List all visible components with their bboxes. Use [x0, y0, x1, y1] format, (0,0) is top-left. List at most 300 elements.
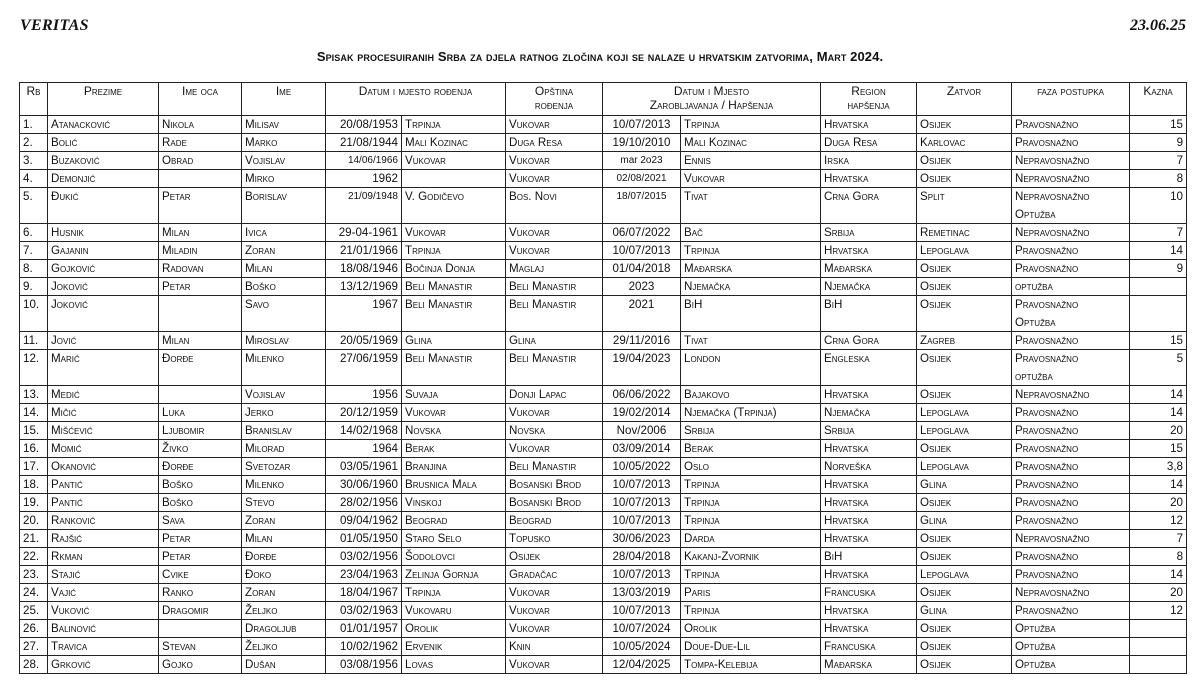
- cell-rb: 28.: [20, 656, 48, 674]
- cell-datum-rodjenja: 09/04/1962: [326, 512, 402, 530]
- prisoners-table: [19, 82, 1187, 674]
- cell-opstina: Vukovar: [506, 170, 603, 188]
- cell-ime: Miroslav: [242, 332, 326, 350]
- cell-zatvor: Glina: [917, 476, 1012, 494]
- cell-zatvor: Osijek: [917, 620, 1012, 638]
- cell-rb: 2.: [20, 134, 48, 152]
- cell-mjesto-zarobljavanja: Trpinja: [681, 494, 821, 512]
- cell-datum-rodjenja: 1956: [326, 386, 402, 404]
- cell-mjesto-rodjenja: V. Godičevo: [402, 188, 506, 224]
- cell-ime: Željko: [242, 602, 326, 620]
- cell-prezime: Joković: [48, 278, 159, 296]
- cell-ime: Dušan: [242, 656, 326, 674]
- cell-rb: 7.: [20, 242, 48, 260]
- cell-prezime: Demonjić: [48, 170, 159, 188]
- cell-rb: 14.: [20, 404, 48, 422]
- cell-opstina: Bos. Novi: [506, 188, 603, 224]
- cell-mjesto-rodjenja: Beli Manastir: [402, 296, 506, 332]
- cell-mjesto-zarobljavanja: London: [681, 350, 821, 386]
- cell-zatvor: Glina: [917, 602, 1012, 620]
- cell-opstina: Vukovar: [506, 656, 603, 674]
- cell-kazna: 14: [1130, 566, 1187, 584]
- cell-region: Srbija: [821, 224, 917, 242]
- cell-region: Francuska: [821, 638, 917, 656]
- col-rb: Rb: [20, 83, 48, 116]
- cell-mjesto-rodjenja: Bočinja Donja: [402, 260, 506, 278]
- cell-region: Francuska: [821, 584, 917, 602]
- cell-datum-rodjenja: 1962: [326, 170, 402, 188]
- cell-rb: 3.: [20, 152, 48, 170]
- cell-mjesto-zarobljavanja: Trpinja: [681, 476, 821, 494]
- cell-mjesto-zarobljavanja: Tivat: [681, 332, 821, 350]
- cell-region: Hrvatska: [821, 512, 917, 530]
- cell-datum-zarobljavanja: 2023: [603, 278, 681, 296]
- cell-zatvor: Osijek: [917, 152, 1012, 170]
- cell-datum-zarobljavanja: 06/07/2022: [603, 224, 681, 242]
- cell-ime-oca: Petar: [159, 530, 242, 548]
- cell-prezime: Rkman: [48, 548, 159, 566]
- cell-ime-oca: Obrad: [159, 152, 242, 170]
- cell-datum-rodjenja: 1967: [326, 296, 402, 332]
- cell-mjesto-rodjenja: Beli Manastir: [402, 350, 506, 386]
- cell-ime-oca: Stevan: [159, 638, 242, 656]
- cell-opstina: Beli Manastir: [506, 278, 603, 296]
- cell-zatvor: Osijek: [917, 260, 1012, 278]
- table-row: [20, 296, 1187, 332]
- cell-region: Hrvatska: [821, 530, 917, 548]
- cell-ime: Ivica: [242, 224, 326, 242]
- cell-ime: Milisav: [242, 116, 326, 134]
- cell-rb: 10.: [20, 296, 48, 332]
- cell-datum-rodjenja: 14/02/1968: [326, 422, 402, 440]
- cell-mjesto-zarobljavanja: Trpinja: [681, 242, 821, 260]
- cell-mjesto-zarobljavanja: Oslo: [681, 458, 821, 476]
- table-row: [20, 422, 1187, 440]
- cell-rb: 17.: [20, 458, 48, 476]
- cell-ime: Zoran: [242, 584, 326, 602]
- cell-kazna: 5: [1130, 350, 1187, 386]
- cell-mjesto-rodjenja: Mali Kozinac: [402, 134, 506, 152]
- cell-faza: Pravosnažno: [1012, 116, 1130, 134]
- cell-kazna: 8: [1130, 548, 1187, 566]
- cell-ime-oca: Boško: [159, 476, 242, 494]
- cell-ime: Željko: [242, 638, 326, 656]
- cell-ime-oca: Petar: [159, 278, 242, 296]
- cell-opstina: Knin: [506, 638, 603, 656]
- cell-datum-zarobljavanja: 13/03/2019: [603, 584, 681, 602]
- cell-mjesto-zarobljavanja: Mali Kozinac: [681, 134, 821, 152]
- cell-rb: 12.: [20, 350, 48, 386]
- cell-mjesto-rodjenja: Orolik: [402, 620, 506, 638]
- cell-datum-zarobljavanja: 29/11/2016: [603, 332, 681, 350]
- cell-ime: Borislav: [242, 188, 326, 224]
- cell-kazna: 14: [1130, 476, 1187, 494]
- cell-datum-zarobljavanja: 10/05/2024: [603, 638, 681, 656]
- document-date: 23.06.25: [1130, 17, 1186, 34]
- cell-mjesto-rodjenja: Trpinja: [402, 116, 506, 134]
- cell-ime: Svetozar: [242, 458, 326, 476]
- cell-ime: Milorad: [242, 440, 326, 458]
- cell-region: Hrvatska: [821, 440, 917, 458]
- cell-datum-rodjenja: 03/05/1961: [326, 458, 402, 476]
- cell-prezime: Buzaković: [48, 152, 159, 170]
- cell-faza: Nepravosnažno: [1012, 530, 1130, 548]
- cell-region: Hrvatska: [821, 602, 917, 620]
- cell-prezime: Grković: [48, 656, 159, 674]
- table-row: [20, 656, 1187, 674]
- cell-opstina: Vukovar: [506, 116, 603, 134]
- table-row: [20, 134, 1187, 152]
- cell-mjesto-rodjenja: Brusnica Mala: [402, 476, 506, 494]
- table-row: [20, 332, 1187, 350]
- cell-rb: 4.: [20, 170, 48, 188]
- cell-datum-zarobljavanja: 30/06/2023: [603, 530, 681, 548]
- cell-mjesto-zarobljavanja: Tivat: [681, 188, 821, 224]
- cell-datum-rodjenja: 23/04/1963: [326, 566, 402, 584]
- cell-ime: Jerko: [242, 404, 326, 422]
- cell-ime-oca: Miladin: [159, 242, 242, 260]
- cell-rb: 22.: [20, 548, 48, 566]
- cell-datum-rodjenja: 18/04/1967: [326, 584, 402, 602]
- cell-region: Hrvatska: [821, 242, 917, 260]
- col-ime-oca: Ime oca: [159, 83, 242, 116]
- cell-opstina: Maglaj: [506, 260, 603, 278]
- cell-zatvor: Osijek: [917, 170, 1012, 188]
- cell-mjesto-rodjenja: Beli Manastir: [402, 278, 506, 296]
- cell-kazna: [1130, 638, 1187, 656]
- cell-region: Hrvatska: [821, 476, 917, 494]
- cell-faza: Pravosnažno: [1012, 242, 1130, 260]
- cell-opstina: Bosanski Brod: [506, 476, 603, 494]
- table-row: [20, 440, 1187, 458]
- cell-rb: 24.: [20, 584, 48, 602]
- cell-region: Hrvatska: [821, 386, 917, 404]
- cell-rb: 26.: [20, 620, 48, 638]
- cell-zatvor: Osijek: [917, 548, 1012, 566]
- cell-region: Hrvatska: [821, 494, 917, 512]
- cell-ime: Vojislav: [242, 386, 326, 404]
- cell-mjesto-rodjenja: Staro Selo: [402, 530, 506, 548]
- cell-region: Duga Resa: [821, 134, 917, 152]
- cell-datum-zarobljavanja: 03/09/2014: [603, 440, 681, 458]
- cell-mjesto-zarobljavanja: Trpinja: [681, 566, 821, 584]
- cell-zatvor: Karlovac: [917, 134, 1012, 152]
- cell-datum-rodjenja: 20/12/1959: [326, 404, 402, 422]
- cell-ime-oca: Gojko: [159, 656, 242, 674]
- cell-ime-oca: Đorđe: [159, 350, 242, 386]
- cell-mjesto-zarobljavanja: Darda: [681, 530, 821, 548]
- cell-zatvor: Remetinac: [917, 224, 1012, 242]
- cell-zatvor: Osijek: [917, 584, 1012, 602]
- cell-mjesto-zarobljavanja: Bajakovo: [681, 386, 821, 404]
- cell-prezime: Pantić: [48, 494, 159, 512]
- cell-mjesto-zarobljavanja: Trpinja: [681, 602, 821, 620]
- cell-ime-oca: Sava: [159, 512, 242, 530]
- cell-region: Srbija: [821, 422, 917, 440]
- cell-faza: Pravosnažno optužba: [1012, 350, 1130, 386]
- cell-zatvor: Lepoglava: [917, 242, 1012, 260]
- cell-faza: Pravosnažno: [1012, 458, 1130, 476]
- cell-faza: Pravosnažno: [1012, 332, 1130, 350]
- table-header-row: [20, 83, 1187, 116]
- cell-rb: 25.: [20, 602, 48, 620]
- cell-opstina: Beli Manastir: [506, 458, 603, 476]
- cell-ime-oca: Milan: [159, 332, 242, 350]
- table-row: [20, 638, 1187, 656]
- cell-mjesto-rodjenja: Vukovaru: [402, 602, 506, 620]
- cell-datum-zarobljavanja: 10/07/2013: [603, 476, 681, 494]
- cell-opstina: Vukovar: [506, 404, 603, 422]
- cell-opstina: Vukovar: [506, 440, 603, 458]
- cell-prezime: Medić: [48, 386, 159, 404]
- cell-mjesto-zarobljavanja: Vukovar: [681, 170, 821, 188]
- cell-rb: 16.: [20, 440, 48, 458]
- brand-title: VERITAS: [20, 17, 89, 34]
- table-row: [20, 386, 1187, 404]
- cell-kazna: 15: [1130, 116, 1187, 134]
- cell-opstina: Bosanski Brod: [506, 494, 603, 512]
- cell-faza: Nepravosnažno: [1012, 152, 1130, 170]
- cell-ime-oca: [159, 620, 242, 638]
- cell-kazna: 15: [1130, 332, 1187, 350]
- cell-prezime: Balinović: [48, 620, 159, 638]
- cell-region: BiH: [821, 296, 917, 332]
- cell-kazna: 9: [1130, 134, 1187, 152]
- cell-faza: Pravosnažno: [1012, 440, 1130, 458]
- cell-ime: Vojislav: [242, 152, 326, 170]
- cell-ime-oca: [159, 386, 242, 404]
- table-row: [20, 242, 1187, 260]
- cell-rb: 5.: [20, 188, 48, 224]
- cell-mjesto-zarobljavanja: Tompa-Kelebija: [681, 656, 821, 674]
- cell-ime: Zoran: [242, 512, 326, 530]
- cell-datum-zarobljavanja: 19/04/2023: [603, 350, 681, 386]
- cell-faza: Pravosnažno: [1012, 422, 1130, 440]
- cell-zatvor: Osijek: [917, 116, 1012, 134]
- cell-opstina: Beli Manastir: [506, 296, 603, 332]
- table-row: [20, 188, 1187, 224]
- cell-ime-oca: Petar: [159, 188, 242, 224]
- cell-mjesto-rodjenja: Berak: [402, 440, 506, 458]
- cell-region: Hrvatska: [821, 170, 917, 188]
- cell-zatvor: Lepoglava: [917, 404, 1012, 422]
- cell-kazna: 14: [1130, 404, 1187, 422]
- cell-mjesto-rodjenja: Glina: [402, 332, 506, 350]
- cell-ime: Boško: [242, 278, 326, 296]
- cell-prezime: Momić: [48, 440, 159, 458]
- cell-rb: 20.: [20, 512, 48, 530]
- cell-ime: Branislav: [242, 422, 326, 440]
- table-row: [20, 620, 1187, 638]
- cell-datum-zarobljavanja: 10/07/2013: [603, 512, 681, 530]
- cell-ime-oca: Dragomir: [159, 602, 242, 620]
- cell-rb: 18.: [20, 476, 48, 494]
- cell-mjesto-rodjenja: Ervenik: [402, 638, 506, 656]
- cell-prezime: Rajšić: [48, 530, 159, 548]
- document-title: Spisak procesuiranih Srba za djela ratnog zločina koji se nalaze u hrvatskim zatvorima, Mart 2024.: [316, 49, 884, 64]
- cell-datum-rodjenja: 21/09/1948: [326, 188, 402, 224]
- cell-opstina: Vukovar: [506, 620, 603, 638]
- cell-datum-zarobljavanja: 01/04/2018: [603, 260, 681, 278]
- cell-mjesto-zarobljavanja: Njemačka (Trpinja): [681, 404, 821, 422]
- cell-kazna: 3,8: [1130, 458, 1187, 476]
- cell-datum-rodjenja: 1964: [326, 440, 402, 458]
- table-row: [20, 458, 1187, 476]
- cell-faza: Nepravosnažno Optužba: [1012, 188, 1130, 224]
- cell-opstina: Gradačac: [506, 566, 603, 584]
- cell-prezime: Joković: [48, 296, 159, 332]
- table-row: [20, 350, 1187, 386]
- cell-ime: Mirko: [242, 170, 326, 188]
- cell-datum-zarobljavanja: 28/04/2018: [603, 548, 681, 566]
- cell-prezime: Bolić: [48, 134, 159, 152]
- cell-faza: Pravosnažno: [1012, 494, 1130, 512]
- cell-datum-rodjenja: 03/08/1956: [326, 656, 402, 674]
- col-zatvor: Zatvor: [917, 83, 1012, 116]
- cell-mjesto-zarobljavanja: Orolik: [681, 620, 821, 638]
- cell-kazna: 15: [1130, 440, 1187, 458]
- cell-mjesto-rodjenja: Trpinja: [402, 242, 506, 260]
- cell-region: Hrvatska: [821, 566, 917, 584]
- table-row: [20, 152, 1187, 170]
- cell-zatvor: Osijek: [917, 350, 1012, 386]
- cell-kazna: 12: [1130, 512, 1187, 530]
- cell-mjesto-rodjenja: Vukovar: [402, 404, 506, 422]
- cell-prezime: Mišćević: [48, 422, 159, 440]
- cell-datum-rodjenja: 14/06/1966: [326, 152, 402, 170]
- cell-mjesto-zarobljavanja: Srbija: [681, 422, 821, 440]
- cell-mjesto-zarobljavanja: Berak: [681, 440, 821, 458]
- cell-mjesto-rodjenja: Beograd: [402, 512, 506, 530]
- cell-region: Crna Gora: [821, 332, 917, 350]
- cell-zatvor: Osijek: [917, 440, 1012, 458]
- cell-faza: Nepravosnažno: [1012, 584, 1130, 602]
- cell-datum-zarobljavanja: 02/08/2021: [603, 170, 681, 188]
- cell-opstina: Topusko: [506, 530, 603, 548]
- cell-faza: Pravosnažno: [1012, 260, 1130, 278]
- cell-faza: Pravosnažno Optužba: [1012, 296, 1130, 332]
- cell-prezime: Husnik: [48, 224, 159, 242]
- cell-rb: 1.: [20, 116, 48, 134]
- cell-opstina: Duga Resa: [506, 134, 603, 152]
- cell-datum-zarobljavanja: 10/07/2013: [603, 242, 681, 260]
- cell-ime-oca: Nikola: [159, 116, 242, 134]
- table-row: [20, 548, 1187, 566]
- cell-datum-rodjenja: 21/01/1966: [326, 242, 402, 260]
- cell-zatvor: Lepoglava: [917, 566, 1012, 584]
- cell-datum-zarobljavanja: mar 2o23: [603, 152, 681, 170]
- cell-mjesto-rodjenja: Trpinja: [402, 584, 506, 602]
- cell-kazna: 20: [1130, 584, 1187, 602]
- cell-mjesto-rodjenja: Suvaja: [402, 386, 506, 404]
- cell-ime: Đoko: [242, 566, 326, 584]
- table-row: [20, 260, 1187, 278]
- cell-ime-oca: Cvike: [159, 566, 242, 584]
- cell-prezime: Vuković: [48, 602, 159, 620]
- cell-kazna: 20: [1130, 494, 1187, 512]
- col-zarobljavanje: Datum i Mjesto Zarobljavanja / Hapšenja: [603, 83, 821, 116]
- cell-mjesto-zarobljavanja: Bač: [681, 224, 821, 242]
- cell-opstina: Vukovar: [506, 224, 603, 242]
- cell-ime: Milenko: [242, 350, 326, 386]
- cell-rb: 6.: [20, 224, 48, 242]
- cell-kazna: 7: [1130, 530, 1187, 548]
- cell-mjesto-rodjenja: Novska: [402, 422, 506, 440]
- cell-prezime: Jović: [48, 332, 159, 350]
- cell-zatvor: Lepoglava: [917, 422, 1012, 440]
- cell-ime: Zoran: [242, 242, 326, 260]
- cell-faza: Pravosnažno: [1012, 134, 1130, 152]
- cell-ime: Dragoljub: [242, 620, 326, 638]
- cell-kazna: [1130, 278, 1187, 296]
- cell-opstina: Osijek: [506, 548, 603, 566]
- cell-datum-zarobljavanja: 19/02/2014: [603, 404, 681, 422]
- cell-opstina: Beli Manastir: [506, 350, 603, 386]
- table-row: [20, 404, 1187, 422]
- cell-mjesto-rodjenja: Šodolovci: [402, 548, 506, 566]
- cell-mjesto-zarobljavanja: Njemačka: [681, 278, 821, 296]
- cell-mjesto-rodjenja: Lovas: [402, 656, 506, 674]
- cell-opstina: Beograd: [506, 512, 603, 530]
- cell-rb: 21.: [20, 530, 48, 548]
- cell-datum-rodjenja: 21/08/1944: [326, 134, 402, 152]
- cell-mjesto-rodjenja: Vinskoj: [402, 494, 506, 512]
- cell-mjesto-rodjenja: Branjina: [402, 458, 506, 476]
- cell-datum-rodjenja: 03/02/1956: [326, 548, 402, 566]
- cell-mjesto-zarobljavanja: Trpinja: [681, 512, 821, 530]
- cell-opstina: Glina: [506, 332, 603, 350]
- cell-ime-oca: Rade: [159, 134, 242, 152]
- cell-prezime: Ranković: [48, 512, 159, 530]
- table-row: [20, 476, 1187, 494]
- cell-prezime: Vajić: [48, 584, 159, 602]
- cell-mjesto-rodjenja: Vukovar: [402, 152, 506, 170]
- cell-faza: Pravosnažno: [1012, 476, 1130, 494]
- cell-ime-oca: Đorđe: [159, 458, 242, 476]
- cell-kazna: 7: [1130, 152, 1187, 170]
- col-datum-mjesto-rodjenja: Datum i mjesto rođenja: [326, 83, 506, 116]
- cell-datum-rodjenja: 10/02/1962: [326, 638, 402, 656]
- cell-mjesto-rodjenja: Vukovar: [402, 224, 506, 242]
- cell-ime: Milan: [242, 530, 326, 548]
- cell-datum-zarobljavanja: 10/07/2024: [603, 620, 681, 638]
- cell-zatvor: Lepoglava: [917, 458, 1012, 476]
- cell-faza: Pravosnažno: [1012, 404, 1130, 422]
- cell-faza: Pravosnažno: [1012, 602, 1130, 620]
- cell-datum-rodjenja: 01/01/1957: [326, 620, 402, 638]
- cell-region: Hrvatska: [821, 620, 917, 638]
- table-row: [20, 584, 1187, 602]
- table-row: [20, 224, 1187, 242]
- cell-rb: 19.: [20, 494, 48, 512]
- table-row: [20, 116, 1187, 134]
- cell-zatvor: Osijek: [917, 638, 1012, 656]
- cell-datum-zarobljavanja: 2021: [603, 296, 681, 332]
- cell-opstina: Vukovar: [506, 602, 603, 620]
- table-row: [20, 530, 1187, 548]
- table-row: [20, 566, 1187, 584]
- table-row: [20, 602, 1187, 620]
- cell-opstina: Donji Lapac: [506, 386, 603, 404]
- cell-prezime: Đukić: [48, 188, 159, 224]
- cell-ime-oca: Luka: [159, 404, 242, 422]
- cell-ime-oca: Živko: [159, 440, 242, 458]
- cell-datum-rodjenja: 29-04-1961: [326, 224, 402, 242]
- cell-faza: Nepravosnažno: [1012, 170, 1130, 188]
- cell-region: Norveška: [821, 458, 917, 476]
- cell-faza: Optužba: [1012, 638, 1130, 656]
- cell-faza: optužba: [1012, 278, 1130, 296]
